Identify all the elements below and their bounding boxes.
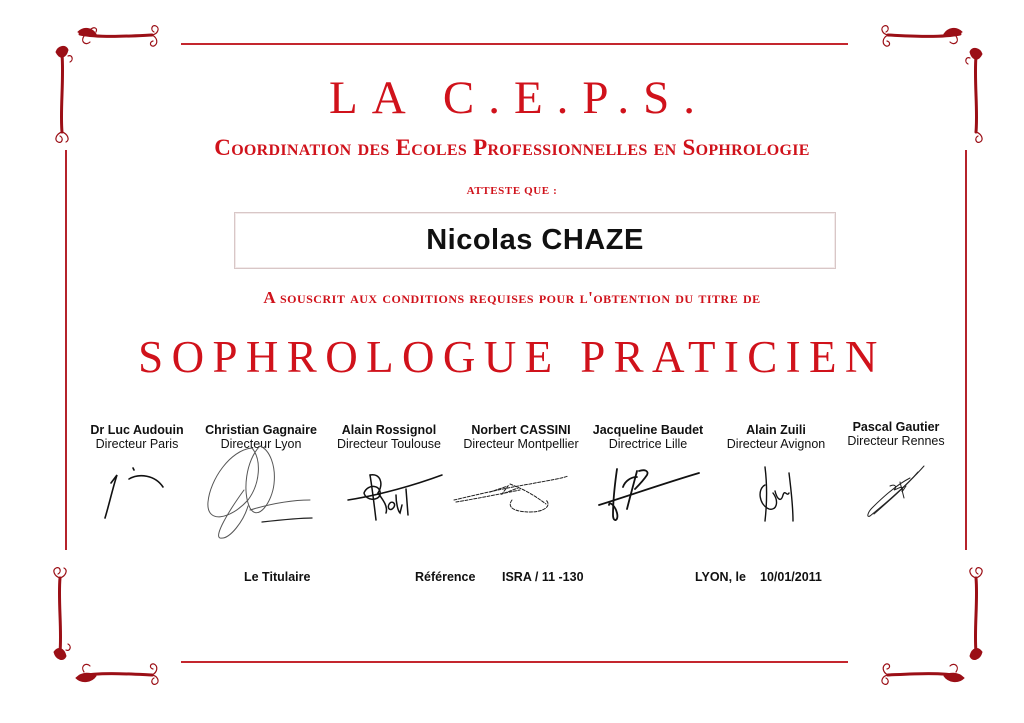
signatory-role: Directeur Paris <box>95 437 179 451</box>
corner-flourish-bottom-right-icon <box>830 560 1000 690</box>
bottom-border-line <box>181 661 848 663</box>
certificate-date: 10/01/2011 <box>760 570 822 584</box>
signature-rennes-icon <box>862 464 927 520</box>
signature-paris-icon <box>95 465 190 525</box>
organization-full-name: Coordination des Ecoles Professionnelles en Sophrologie <box>214 135 810 160</box>
reference-label: Référence <box>415 570 476 584</box>
signature-lyon-icon <box>200 440 320 545</box>
signatory-toulouse <box>314 423 464 451</box>
signatory-role: Directeur Montpellier <box>463 437 579 451</box>
reference-value: ISRA / 11 -130 <box>502 570 584 584</box>
signatory-rennes <box>821 420 971 448</box>
signatory-name: Dr Luc Audouin <box>90 423 184 437</box>
attests-label: ATTESTE QUE : <box>466 185 558 197</box>
conditions-text: A souscrit aux conditions requises pour l'obtention du titre de <box>263 288 761 307</box>
signatory-role: Directeur Lyon <box>220 437 302 451</box>
signatory-role: Directeur Avignon <box>726 437 826 451</box>
top-border-line <box>181 43 848 45</box>
signature-avignon-icon <box>755 463 805 525</box>
signatory-name: Jacqueline Baudet <box>592 423 704 437</box>
signature-lille-icon <box>595 465 705 525</box>
signatory-name: Alain Zuili <box>746 423 806 437</box>
signatory-role: Directeur Rennes <box>847 434 945 448</box>
recipient-name-box <box>234 212 836 269</box>
signatory-name: Norbert CASSINI <box>471 423 571 437</box>
signature-montpellier-icon <box>450 470 570 520</box>
signatory-role: Directrice Lille <box>608 437 688 451</box>
organization-title: LA C.E.P.S. <box>329 72 709 124</box>
holder-label: Le Titulaire <box>244 570 311 584</box>
signatory-name: Pascal Gautier <box>852 420 940 434</box>
signatory-name: Christian Gagnaire <box>205 423 317 437</box>
recipient-name: Nicolas CHAZE <box>426 224 644 256</box>
corner-flourish-bottom-left-icon <box>40 560 200 690</box>
signature-toulouse-icon <box>340 465 450 525</box>
signatory-name: Alain Rossignol <box>341 423 437 437</box>
place-date-label: LYON, le <box>695 570 746 584</box>
degree-title: SOPHROLOGUE PRATICIEN <box>138 332 886 382</box>
signatory-role: Directeur Toulouse <box>337 437 441 451</box>
